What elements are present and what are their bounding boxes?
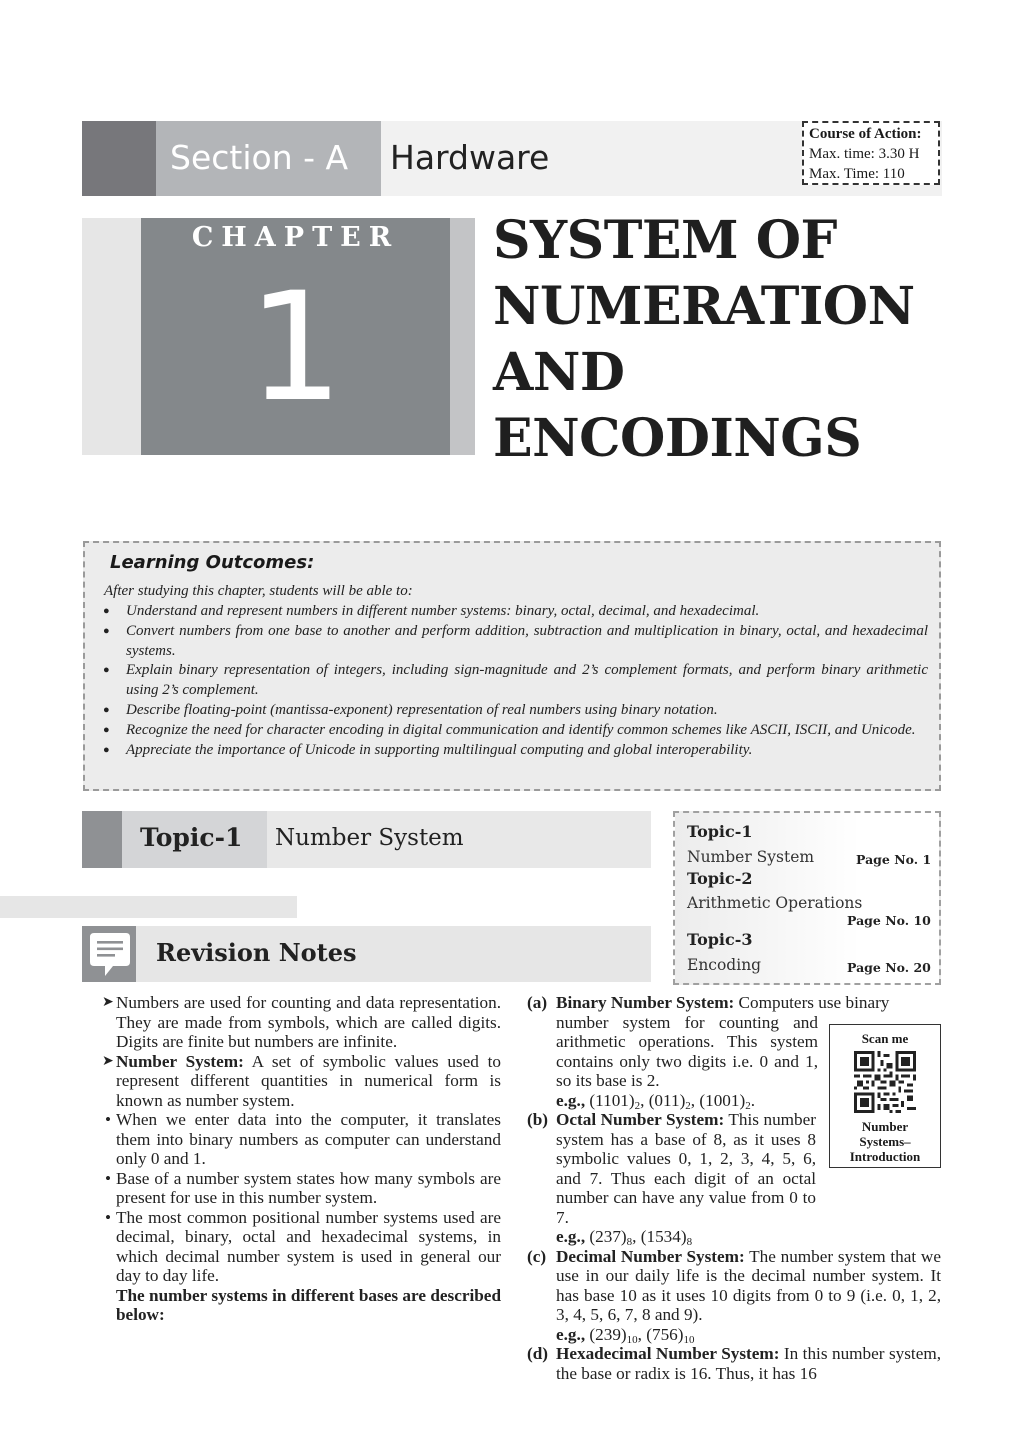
example-base: 2 xyxy=(634,1099,641,1112)
item-text: number system for counting and arithmetic operations. This system contains only two digits i.e. 0 and 1, so its base is 2. xyxy=(556,1012,818,1090)
topic-index-label: Topic-3 xyxy=(687,930,753,949)
learning-outcomes-list xyxy=(102,602,928,760)
revision-subpoint xyxy=(105,1208,501,1286)
item-title: Hexadecimal Number System: xyxy=(556,1344,780,1363)
learning-outcome-item: ● Appreciate the importance of Unicode in supporting multilingual computing and global interoperability. xyxy=(102,741,928,761)
example-base: 10 xyxy=(683,1333,695,1346)
topic-index-label: Topic-2 xyxy=(687,869,753,888)
item-title: Octal Number System: xyxy=(556,1110,725,1129)
example-value: (1001) xyxy=(699,1090,746,1110)
eg-label: e.g., xyxy=(556,1227,586,1246)
topic-name: Number System xyxy=(275,825,464,851)
item-label: (a) xyxy=(527,993,548,1012)
revision-point-text: Numbers are used for counting and data representation. They are made from symbols, which are called digits. Digits are finite but numbers are infinite. xyxy=(116,993,501,1051)
revision-point xyxy=(102,1051,501,1111)
example-value: (239) xyxy=(589,1324,627,1344)
example-value: (1534) xyxy=(640,1227,687,1246)
section-label: Section - A xyxy=(170,138,349,177)
revision-subpoint-text: Base of a number system states how many symbols are present for use in this number system. xyxy=(116,1168,501,1207)
example-base: 2 xyxy=(685,1099,691,1112)
example xyxy=(589,1091,648,1110)
learning-outcome-item: ● Describe floating-point (mantissa-exponent) representation of real numbers using binary notation. xyxy=(102,701,928,721)
learning-outcomes-title: Learning Outcomes: xyxy=(110,552,315,573)
example-base: 8 xyxy=(626,1236,633,1248)
topic-index-page: Page No. 10 xyxy=(847,913,931,928)
example-value: (1101) xyxy=(589,1090,635,1110)
item-examples xyxy=(556,1227,941,1247)
qr-title: Scan me xyxy=(861,1031,909,1046)
qr-code-box[interactable] xyxy=(829,1024,941,1168)
revision-subpoint-text: When we enter data into the computer, it translates them into binary numbers as computer can understand only 0 and 1. xyxy=(116,1110,501,1168)
course-of-action-title: Course of Action: xyxy=(809,126,922,142)
example-base: 8 xyxy=(686,1236,693,1248)
chapter-title-line: SYSTEM OF xyxy=(493,210,837,271)
revision-subpoint xyxy=(105,1110,501,1169)
topic-header-accent xyxy=(82,811,122,868)
example xyxy=(699,1091,755,1110)
qr-caption xyxy=(830,1119,940,1164)
topic-label: Topic-1 xyxy=(140,823,243,852)
item-text: In this number system, the base or radix is 16. Thus, it has 16 xyxy=(556,1344,941,1383)
section-name: Hardware xyxy=(390,138,550,177)
left-column xyxy=(102,993,501,1325)
eg-label: e.g., xyxy=(556,1324,586,1344)
learning-outcome-item: ● Understand and represent numbers in different number systems: binary, octal, decimal, and hexadecimal. xyxy=(102,602,928,622)
learning-outcome-item: ● Recognize the need for character encoding in digital communication and identify common schemes like ASCII, ISCII, and Unicode. xyxy=(102,721,928,741)
example xyxy=(641,1227,692,1246)
item-label: (b) xyxy=(527,1110,549,1129)
learning-outcomes-intro: After studying this chapter, students will be able to: xyxy=(104,583,413,599)
topic-index-page: Page No. 20 xyxy=(847,960,931,975)
revision-point-text: A set of symbolic values used to represent different quantities in numerical form is known as number system. xyxy=(116,1051,501,1110)
revision-notes-label: Revision Notes xyxy=(156,938,357,967)
chapter-title xyxy=(493,208,915,472)
course-of-action-box xyxy=(802,121,940,185)
item-text: Computers use binary xyxy=(734,993,890,1012)
item-label: (c) xyxy=(527,1246,547,1266)
qr-code-icon[interactable] xyxy=(854,1051,916,1113)
revision-subpoint xyxy=(105,1169,501,1208)
learning-outcome-item: ● Convert numbers from one base to another and perform addition, subtraction and multiplication in binary, octal, and hexadecimal systems. xyxy=(102,622,928,662)
example-separator: . xyxy=(750,1090,756,1110)
revision-subpoint-text: The most common positional number systems used are decimal, binary, octal and hexadecimal systems, in which decimal number system is used in general our day to day life. xyxy=(116,1207,501,1285)
chapter-title-line: ENCODINGS xyxy=(493,408,862,469)
topic-index-name: Arithmetic Operations xyxy=(687,894,863,912)
item-text: The number system that we use in our daily life is the decimal number system. It has base 10 as it uses 10 digits from 0 to 9 (i.e. 0, 1, 2, 3, 4, 5, 6, 7, 8 and 9). xyxy=(556,1246,941,1324)
example-value: (011) xyxy=(648,1090,686,1110)
item-examples xyxy=(556,1325,941,1345)
topic-index-name: Number System xyxy=(687,848,815,866)
speech-bubble-icon xyxy=(89,932,131,978)
section-header-accent xyxy=(82,121,156,196)
example xyxy=(589,1227,640,1246)
example-separator: , xyxy=(690,1090,700,1110)
revision-point-term: Number System: xyxy=(116,1051,244,1071)
topic-index-page: Page No. 1 xyxy=(856,852,932,867)
eg-label: e.g., xyxy=(556,1090,586,1110)
example xyxy=(649,1091,700,1110)
example-separator: , xyxy=(637,1324,647,1344)
number-system-item-hexadecimal xyxy=(527,1344,941,1383)
course-max-time: Max. time: 3.30 H xyxy=(809,146,920,162)
item-title: Decimal Number System: xyxy=(556,1246,745,1266)
chapter-number: 1 xyxy=(247,261,344,435)
revision-closing: The number systems in different bases are described below: xyxy=(116,1285,501,1324)
arrow-bullet-icon: ➤ xyxy=(102,995,114,1010)
example-base: 10 xyxy=(626,1333,638,1346)
revision-point xyxy=(102,993,501,1052)
bullet-icon: • xyxy=(105,1207,112,1227)
chapter-block-edge xyxy=(450,218,475,455)
decorative-strip xyxy=(0,896,297,918)
course-max-marks: Max. Time: 110 xyxy=(809,166,905,182)
item-label: (d) xyxy=(527,1344,549,1363)
example-separator: , xyxy=(640,1090,649,1110)
arrow-bullet-icon: ➤ xyxy=(102,1053,114,1069)
chapter-word: CHAPTER xyxy=(191,222,400,253)
chapter-title-line: NUMERATION xyxy=(493,276,915,337)
topic-index-label: Topic-1 xyxy=(687,822,753,841)
bullet-icon: • xyxy=(105,1168,112,1188)
example-base: 2 xyxy=(745,1099,751,1112)
qr-caption-line: Number xyxy=(861,1119,909,1134)
number-system-item-decimal xyxy=(527,1247,941,1345)
item-title: Binary Number System: xyxy=(556,993,735,1012)
example xyxy=(589,1325,646,1344)
chapter-title-line: AND xyxy=(493,342,625,403)
item-text: This number system has a base of 8, as it uses 8 symbolic values 0, 1, 2, 3, 4, 5, 6, and 7. Thus each digit of an octal number can have any value from 0 to 7. xyxy=(556,1110,816,1227)
example-value: (237) xyxy=(589,1227,627,1246)
learning-outcome-item: ● Explain binary representation of integers, including sign-magnitude and 2’s complement formats, and perform binary arithmetic using 2’s complement. xyxy=(102,661,928,701)
example-separator: , xyxy=(632,1227,641,1246)
bullet-icon: • xyxy=(105,1110,112,1129)
topic-index-name: Encoding xyxy=(687,956,762,974)
example-value: (756) xyxy=(646,1324,684,1344)
example xyxy=(646,1325,694,1344)
qr-caption-line: Systems– xyxy=(859,1134,911,1149)
qr-caption-line: Introduction xyxy=(849,1149,921,1164)
